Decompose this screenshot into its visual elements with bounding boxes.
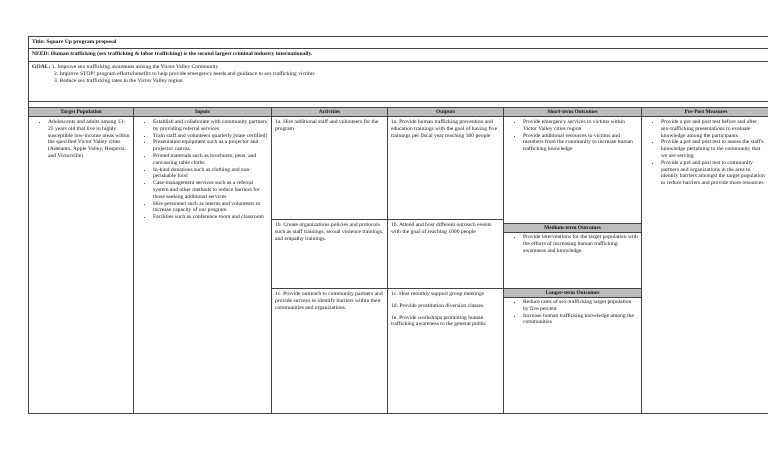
short-term-header: Short-term Outcomes: [504, 107, 641, 117]
goal-label: GOAL:: [32, 64, 51, 70]
activities-header: Activities: [272, 107, 387, 117]
input-item: • Presentation equipment such as a projector and projector canvas: [153, 139, 268, 153]
short-term-item: • Provide additional resources to victims and members from the community to increase human trafficking knowledge: [523, 133, 638, 153]
longer-term-item: • Increase human trafficking knowledge among the communities: [523, 313, 638, 327]
goal-section: [29, 62, 768, 102]
activity-1a: 1a. Hire additional staff and volunteers for the program: [275, 119, 379, 132]
inputs-column: [133, 107, 271, 414]
outputs-column: [387, 107, 503, 414]
input-item: • Case-management services such as a referral system and other methods to reduce barriers for those seeking additional services: [153, 180, 268, 200]
logic-model-table: [29, 107, 768, 414]
target-population-column: [29, 107, 133, 414]
output-1b: 1b. Attend and host different outreach events with the goal of reaching 1000 people: [388, 219, 503, 238]
outputs-header: Outputs: [388, 107, 503, 117]
output-1d: 1d. Provide prostitution diversion classes: [391, 302, 484, 309]
longer-term-header: Longer-term Outcomes: [504, 288, 641, 298]
input-item: • Hire personnel such as interns and volunteers to increase capacity of our program: [153, 201, 268, 215]
need-statement: NEED: Human trafficking (sex trafficking & labor trafficking) is the second largest criminal industry internationally.: [29, 49, 768, 62]
output-1c-group: [388, 288, 503, 335]
logic-model-document: [28, 36, 768, 414]
medium-term-header: Medium-term Outcomes: [504, 223, 641, 233]
document-title: Title: Square Up program proposal: [29, 37, 768, 49]
measure-item: • Provide a pre and post test to assess the staff's knowledge pertaining to the community that we are serving: [661, 139, 767, 159]
target-population-item: • Adolescents and adults among 13-25 years old that live in highly susceptible low-income areas within the specified Victor Valley cities (Adelanto, Apple Valley, Hesperia, and Victorville): [48, 119, 130, 160]
input-item: • Establish and collaborate with community partners by providing referral services: [153, 119, 268, 133]
activities-column: [271, 107, 387, 414]
medium-term-item: • Provide interventions for the target population with the efforts of increasing human trafficking awareness and knowledge.: [523, 234, 638, 254]
measures-header: Pre-Post Measures: [642, 107, 768, 117]
target-population-header: Target Population: [29, 107, 133, 117]
longer-term-item: • Reduce rates of sex-trafficking target population by five percent: [523, 299, 638, 313]
input-item: • Train staff and volunteers quarterly (state certified): [153, 133, 268, 140]
output-1a: 1a. Provide human trafficking prevention and education trainings with the goal of having five trainings per fiscal year reaching 300 people: [391, 119, 498, 139]
output-1e: 1e. Provide workshops promoting human trafficking awareness to the general public: [391, 314, 487, 328]
input-item: • Printed materials such as brochures, pens, and canvassing table cloths: [153, 153, 268, 167]
goal-item-1: 1. Improve sex trafficking awareness among the Victor Valley Community: [51, 64, 219, 70]
output-1c: 1c. Host monthly support group meetings: [391, 291, 484, 297]
outcomes-column: [503, 107, 641, 414]
goal-item-2: 2. Improve STOP! program efforts/benefits to help provide emergency needs and guidance to sex trafficking victims: [54, 70, 315, 77]
measure-item: • Provide a pre and post test to community partners and organizations in the area to identify barriers amongst the target population to reduce barriers and provide more resources: [661, 160, 767, 187]
goal-item-3: 3. Reduce sex trafficking rates in the Victor Valley region: [54, 77, 183, 84]
activity-1c: 1c. Provide outreach to community partners and provide surveys to identify barriers within their communities and organizations.: [272, 288, 387, 313]
input-item: • In-kind donations such as clothing and non-perishable food: [153, 167, 268, 181]
activity-1b: 1b. Create organizations policies and protocols such as staff trainings, sexual violence trainings, and empathy trainings.: [272, 219, 387, 244]
short-term-item: • Provide emergency services to victims within Victor Valley cities region: [523, 119, 638, 133]
inputs-header: Inputs: [134, 107, 271, 117]
measure-item: • Provide a pre and post test before and after sex-trafficking presentations to evaluate knowledge among the participants: [661, 119, 767, 139]
measures-column: [641, 107, 768, 414]
input-item: • Facilities such as conference room and classroom: [153, 214, 268, 221]
